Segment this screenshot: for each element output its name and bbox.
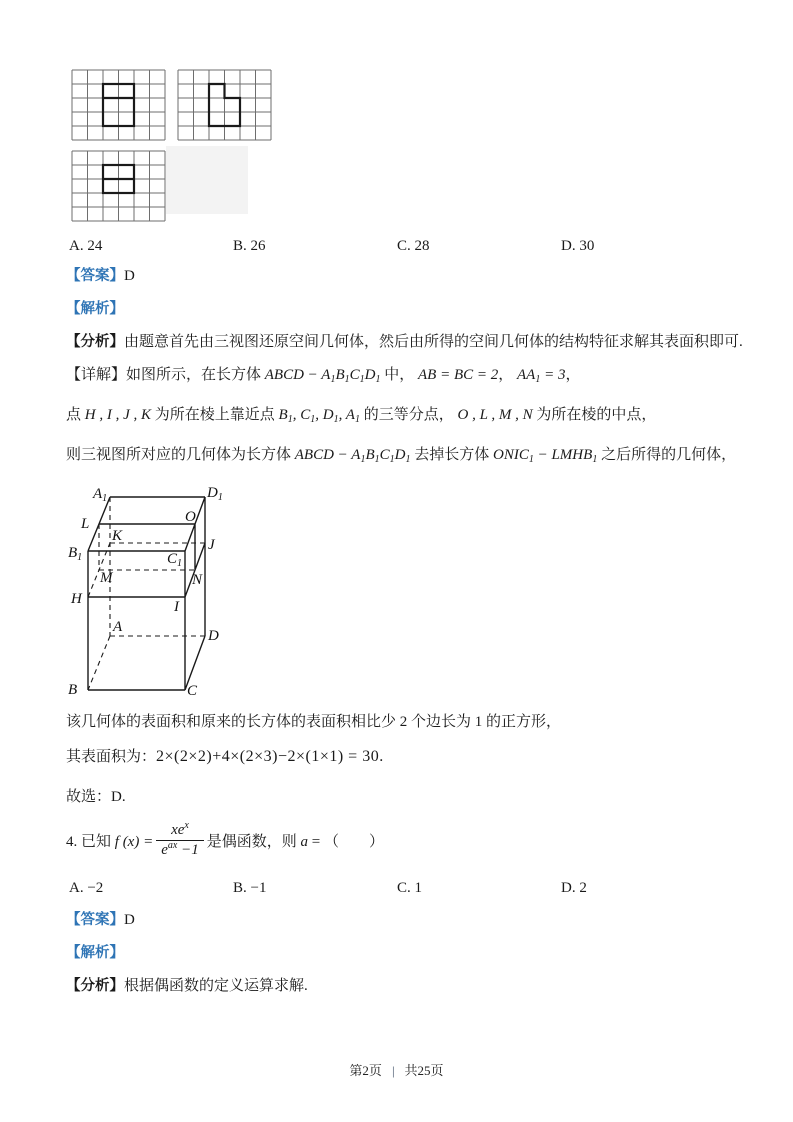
front-view-grid <box>71 69 166 141</box>
vertex-label-N: N <box>192 572 203 588</box>
q4-options-row <box>69 878 749 898</box>
vertex-label-B1: $B_1$ <box>68 545 83 563</box>
q3-answer-label: 【答案】 <box>66 268 124 284</box>
q3-fenxi-line <box>66 332 743 352</box>
q3-fenxi-label: 【分析】 <box>66 334 124 350</box>
q3-surface-line2 <box>66 747 384 767</box>
vertex-label-J: J <box>208 537 215 553</box>
vertex-label-M: M <box>100 570 113 586</box>
vertex-label-C: C <box>187 683 198 699</box>
vertex-label-H: H <box>71 591 82 607</box>
q3-conclusion: 故选：D. <box>66 789 126 805</box>
q4-stem-prefix: 4. 已知 f (x) = <box>66 833 154 850</box>
q4-answer-label: 【答案】 <box>66 912 124 928</box>
q4-stem <box>66 816 384 864</box>
q4-fraction <box>156 819 204 859</box>
q4-fenxi-text: 根据偶函数的定义运算求解. <box>124 978 308 994</box>
q4-option-d: D. 2 <box>561 880 587 896</box>
q3-jiexi-label: 【解析】 <box>66 301 124 317</box>
q4-fraction-numerator: $xe^x$ <box>156 822 204 841</box>
q4-jiexi-line <box>66 943 124 963</box>
vertex-label-C1: $C_1$ <box>167 551 183 569</box>
q3-jiexi-line <box>66 299 124 319</box>
q3-answer-line <box>66 266 135 286</box>
q4-answer-line <box>66 910 135 930</box>
three-view-figures-row2 <box>71 150 166 227</box>
vertex-label-I: I <box>174 599 179 615</box>
cuboid-solid-edges <box>88 497 205 690</box>
q4-fraction-denominator: $e^{ax} -1$ <box>161 839 199 858</box>
q3-surface-label: 其表面积为： <box>66 749 157 765</box>
q4-answer-value: D <box>124 912 135 928</box>
cuboid-figure <box>0 482 240 702</box>
vertex-label-K: K <box>112 528 123 544</box>
vertex-label-L: L <box>81 516 90 532</box>
footer-total-pages: 共25页 <box>404 1063 444 1078</box>
q3-answer-value: D <box>124 268 135 284</box>
q3-option-d: D. 30 <box>561 238 595 254</box>
vertex-label-O: O <box>185 509 196 525</box>
q3-option-b: B. 26 <box>233 238 266 254</box>
q4-stem-suffix: 是偶函数，则 a = （ ） <box>206 833 384 850</box>
q4-jiexi-label: 【解析】 <box>66 945 124 961</box>
q3-option-c: C. 28 <box>397 238 430 254</box>
vertex-label-A: A <box>113 619 123 635</box>
footer-page-number: 第2页 <box>349 1063 382 1078</box>
three-view-figures-row1 <box>71 69 272 146</box>
q4-fenxi-line <box>66 976 308 996</box>
q3-detail-line2: 点 H , I , J , K 为所在棱上靠近点 $B_1$, $C_1$, $D_1$, $A_1$ 的三等分点， O , L , M , N 为所在棱的中点， <box>66 407 657 425</box>
vertex-label-B: B <box>68 682 78 698</box>
q3-surface-formula: 2×(2×2)+4×(2×3)−2×(1×1) = 30. <box>156 748 384 765</box>
q3-detail-line3: 则三视图所对应的几何体为长方体 ABCD − $A_1B_1C_1D_1$ 去掉长方体 $ONIC_1$ − $LMHB_1$ 之后所得的几何体， <box>66 447 737 465</box>
vertex-label-D: D <box>208 628 219 644</box>
scan-artifact-gray-block <box>166 146 248 214</box>
q3-fenxi-text: 由题意首先由三视图还原空间几何体，然后由所得的空间几何体的结构特征求解其表面积即可. <box>124 334 743 350</box>
q3-detail-line1: 【详解】如图所示，在长方体 ABCD − $A_1B_1C_1D_1$ 中， AB = BC = 2， $AA_1 = 3$， <box>66 367 581 385</box>
vertex-label-A1: $A_1$ <box>93 486 108 504</box>
q4-option-c: C. 1 <box>397 880 423 896</box>
q3-option-a: A. 24 <box>69 238 103 254</box>
vertex-label-D1: $D_1$ <box>207 485 223 503</box>
q4-option-b: B. −1 <box>233 880 267 896</box>
q3-surface-line1: 该几何体的表面积和原来的长方体的表面积相比少 2 个边长为 1 的正方形， <box>66 714 562 730</box>
side-view-grid <box>177 69 272 141</box>
footer-separator: | <box>391 1063 395 1078</box>
cuboid-dashed-edges <box>88 497 205 690</box>
top-view-grid <box>71 150 166 222</box>
page-footer <box>0 1060 793 1079</box>
q4-option-a: A. −2 <box>69 880 104 896</box>
q4-fenxi-label: 【分析】 <box>66 978 124 994</box>
q3-options-row <box>69 236 749 256</box>
